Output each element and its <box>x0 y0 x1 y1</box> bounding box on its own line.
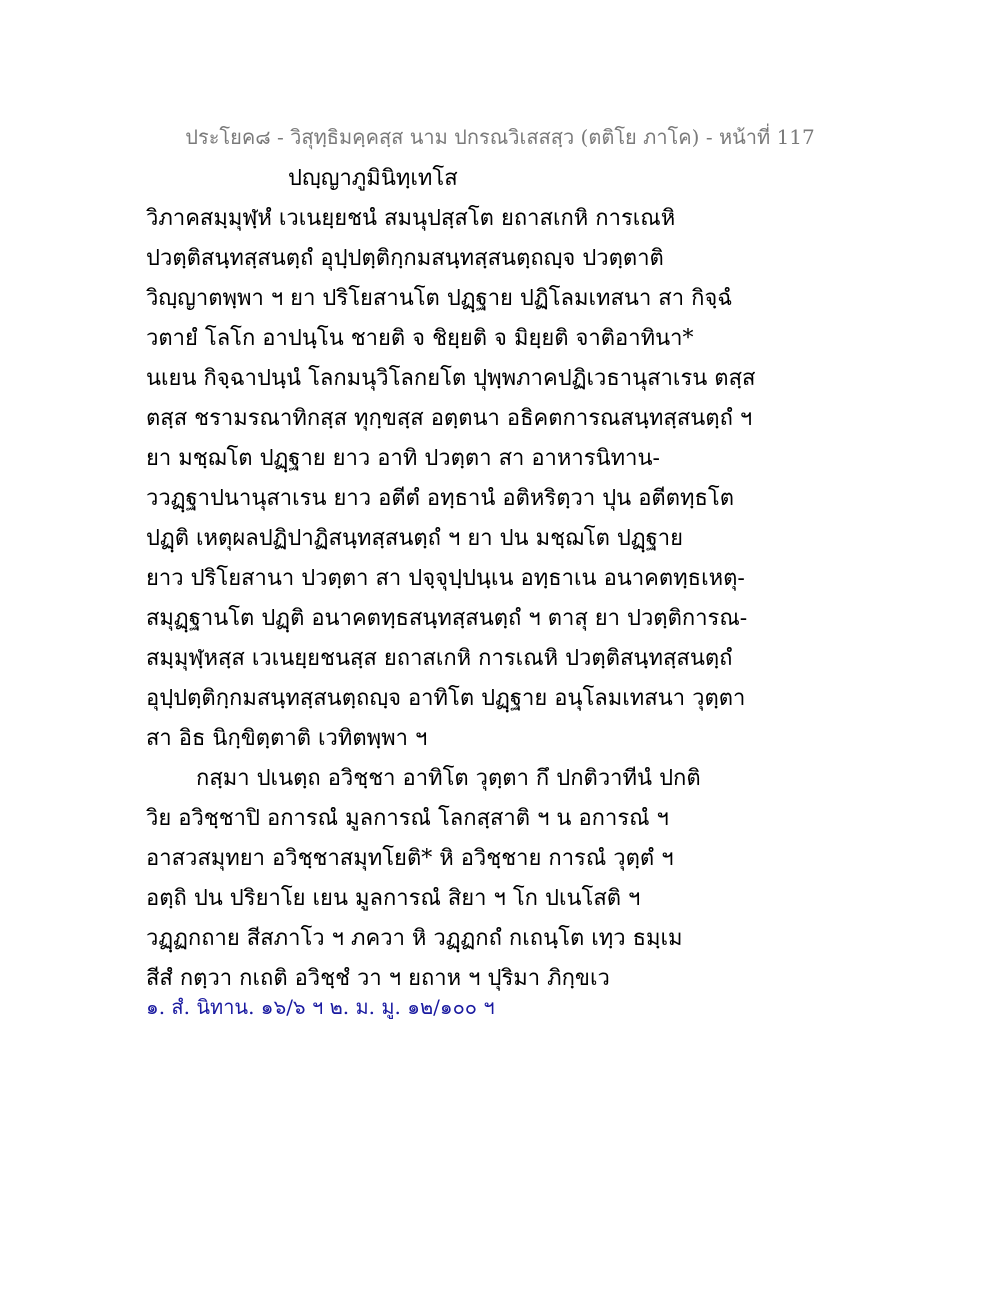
body-line: อาสวสมุทยา อวิชฺชาสมุทโยติ* หิ อวิชฺชาย การณํ วุตฺตํ ฯ <box>146 846 674 871</box>
paragraph-first-line: กสฺมา ปเนตฺถ อวิชฺชา อาทิโต วุตฺตา กึ ปกติวาทีนํ ปกติ <box>196 766 701 791</box>
body-line: ปวตฺติสนฺทสฺสนตฺถํ อุปฺปตฺติกฺกมสนฺทสฺสนตฺถญฺจ ปวตฺตาติ <box>146 246 664 271</box>
body-line: ตสฺส ชรามรณาทิกสฺส ทุกฺขสฺส อตฺตนา อธิคตการณสนฺทสฺสนตฺถํ ฯ <box>146 406 753 431</box>
body-line: สมุฏฺฐานโต ปฏฺติ อนาคตทฺธสนฺทสฺสนตฺถํ ฯ ตาสุ ยา ปวตฺติการณ- <box>146 606 748 631</box>
body-line: ยา มชฺฌโต ปฏฺฐาย ยาว อาทิ ปวตฺตา สา อาหารนิทาน- <box>146 446 660 471</box>
body-line: สีสํ กตฺวา กเถติ อวิชฺชํ วา ฯ ยถาห ฯ ปุริมา ภิกฺขเว <box>146 966 610 991</box>
footnote: ๑. สํ. นิทาน. ๑๖/๖ ฯ ๒. ม. มู. ๑๒/๑๐๐ ฯ <box>146 995 495 1019</box>
section-heading: ปญฺญาภูมินิทฺเทโส <box>288 166 458 191</box>
body-line: ยาว ปริโยสานา ปวตฺตา สา ปจฺจุปฺปนฺเน อทฺธาเน อนาคตทฺธเหตุ- <box>146 566 745 591</box>
body-line: อตฺถิ ปน ปริยาโย เยน มูลการณํ สิยา ฯ โก ปเนโสติ ฯ <box>146 886 641 911</box>
body-line: วิย อวิชฺชาปิ อการณํ มูลการณํ โลกสฺสาติ ฯ น อการณํ ฯ <box>146 806 669 831</box>
body-line: วิญฺญาตพฺพา ฯ ยา ปริโยสานโต ปฏฺฐาย ปฏิโลมเทสนา สา กิจฺฉํ <box>146 286 733 311</box>
body-line: วตายํ โลโก อาปนฺโน ชายติ จ ชิยฺยติ จ มิยฺยติ จาติอาทินา* <box>146 326 694 351</box>
running-header: ประโยค๘ - วิสุทฺธิมคฺคสฺส นาม ปกรณวิเสสสฺว (ตติโย ภาโค) - หน้าที่ 117 <box>185 125 815 149</box>
body-line: วิภาคสมฺมุฬฺหํ เวเนยฺยชนํ สมนุปสฺสโต ยถาสเกหิ การเณหิ <box>146 206 676 231</box>
body-line: สา อิธ นิกฺขิตฺตาติ เวทิตพฺพา ฯ <box>146 726 428 751</box>
body-line: ปฏฺติ เหตุผลปฏิปาฏิสนฺทสฺสนตฺถํ ฯ ยา ปน มชฺฌโต ปฏฺฐาย <box>146 526 684 551</box>
body-line: ววฏฺฐาปนานุสาเรน ยาว อตีตํ อทฺธานํ อติหริตฺวา ปุน อตีตทฺธโต <box>146 486 735 511</box>
body-line: สมฺมุฬฺหสฺส เวเนยฺยชนสฺส ยถาสเกหิ การเณหิ ปวตฺติสนฺทสฺสนตฺถํ <box>146 646 733 671</box>
body-line: อุปฺปตฺติกฺกมสนฺทสฺสนตฺถญฺจ อาทิโต ปฏฺฐาย อนุโลมเทสนา วุตฺตา <box>146 686 746 711</box>
body-line: นเยน กิจฺฉาปนฺนํ โลกมนุวิโลกยโต ปุพฺพภาคปฏิเวธานุสาเรน ตสฺส <box>146 366 756 391</box>
body-line: วฏฺฏกถาย สีสภาโว ฯ ภควา หิ วฏฺฏกถํ กเถนฺโต เทฺว ธมฺเม <box>146 926 683 951</box>
